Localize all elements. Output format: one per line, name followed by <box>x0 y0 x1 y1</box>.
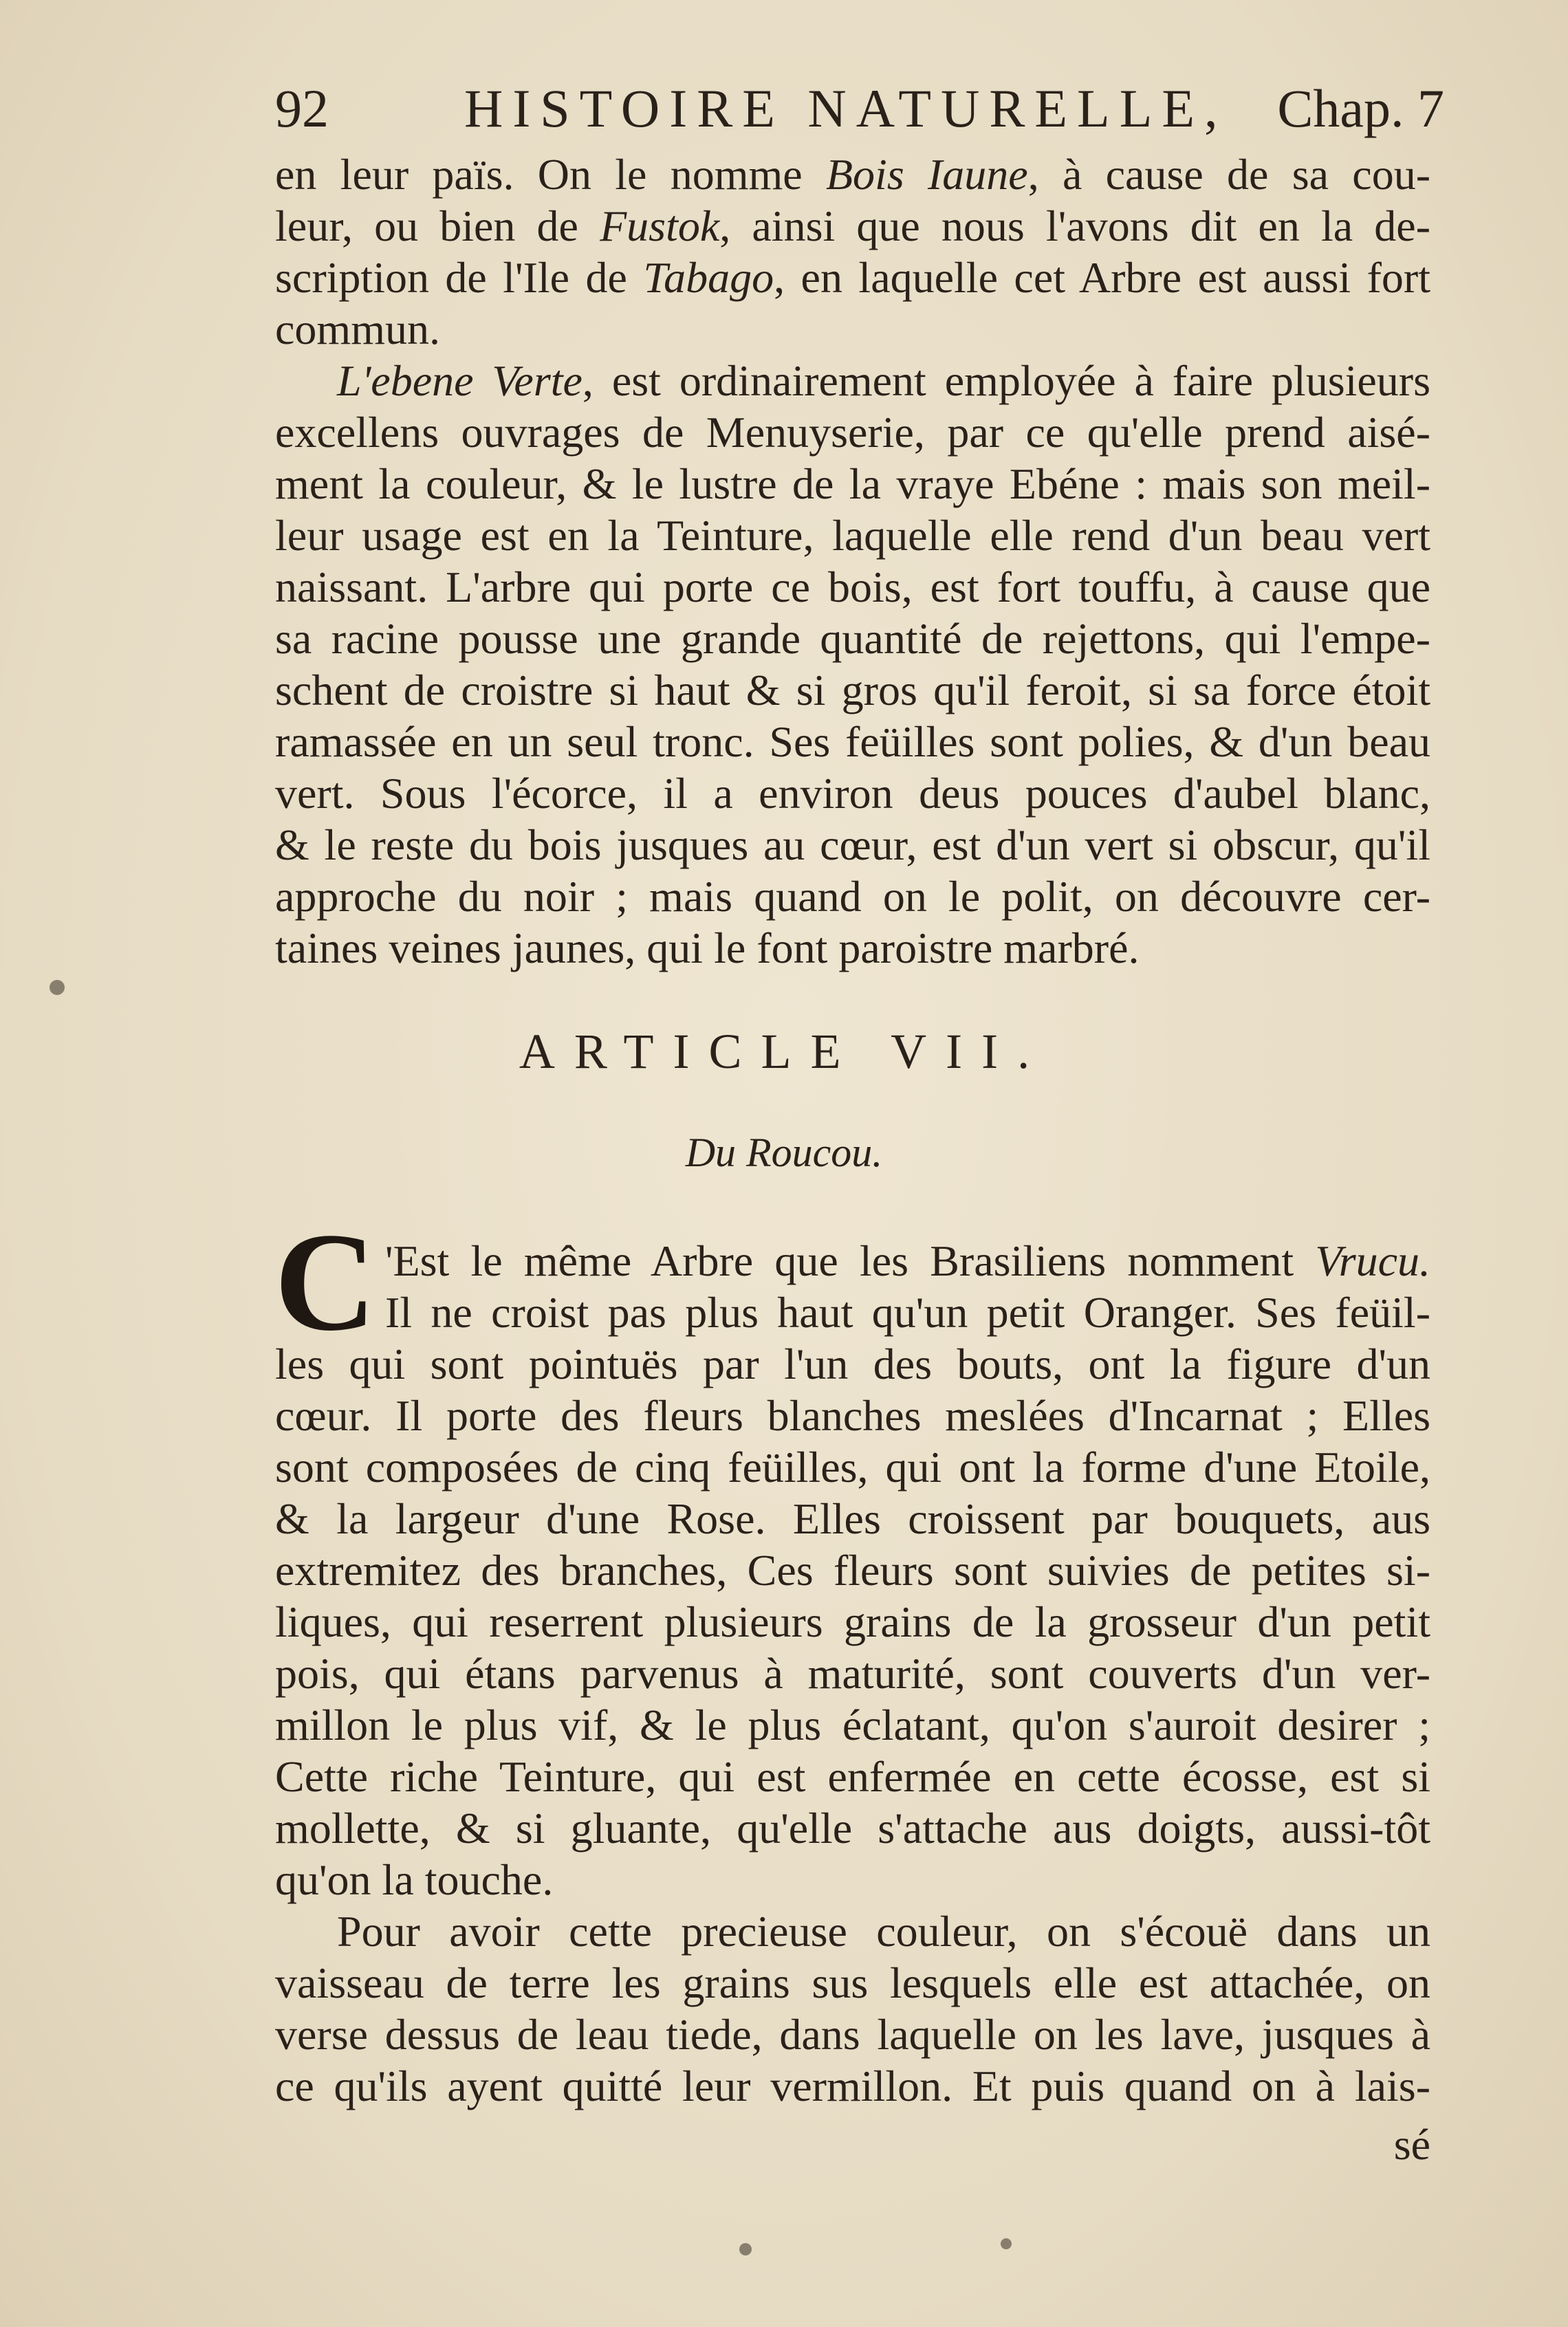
text-line: cœur. Il porte des fleurs blanches meslées d'Incarnat ; Elles <box>275 1391 1430 1440</box>
text-line: vaisseau de terre les grains sus lesquels elle est attachée, on <box>275 1958 1430 2007</box>
text-line: Cette riche Teinture, qui est enfermée en cette écosse, est si <box>275 1752 1430 1801</box>
article-subheading: Du Roucou. <box>685 1130 883 1175</box>
text-line: millon le plus vif, & le plus éclatant, qu'on s'auroit desirer ; <box>275 1701 1430 1749</box>
italic-term: Tabago <box>643 253 774 302</box>
text-line: excellens ouvrages de Menuyserie, par ce qu'elle prend aisé- <box>275 408 1430 457</box>
text-line: pois, qui étans parvenus à maturité, sont couverts d'un ver- <box>275 1649 1430 1698</box>
text-line: schent de croistre si haut & si gros qu'il feroit, si sa force étoit <box>275 666 1430 714</box>
italic-term: Vrucu. <box>1315 1236 1430 1285</box>
italic-term: Fustok <box>600 201 720 250</box>
running-title: HISTOIRE NATURELLE, <box>464 78 1228 138</box>
text-line: scription de l'Ile de Tabago, en laquelle cet Arbre est aussi fort <box>275 253 1431 302</box>
page-number: 92 <box>275 78 329 138</box>
text-line: ce qu'ils ayent quitté leur vermillon. Et puis quand on à lais- <box>275 2062 1430 2110</box>
text-line: liques, qui reserrent plusieurs grains de la grosseur d'un petit <box>275 1597 1430 1646</box>
catchword: sé <box>1393 2120 1430 2169</box>
text-line: & la largeur d'une Rose. Elles croissent par bouquets, aus <box>275 1494 1430 1543</box>
text-line: Il ne croist pas plus haut qu'un petit Oranger. Ses feüil- <box>385 1288 1430 1337</box>
text-line: vert. Sous l'écorce, il a environ deus pouces d'aubel blanc, <box>275 769 1430 818</box>
ink-spot <box>50 980 65 995</box>
text-line: approche du noir ; mais quand on le polit, on découvre cer- <box>275 872 1430 921</box>
text-line: L'ebene Verte, est ordinairement employée à faire plusieurs <box>337 356 1431 405</box>
text-line: commun. <box>275 305 440 353</box>
text-line: ment la couleur, & le lustre de la vraye Ebéne : mais son meil- <box>275 459 1430 508</box>
drop-cap: C <box>274 1204 377 1360</box>
ink-spot <box>1001 2238 1012 2249</box>
text-line: Pour avoir cette precieuse couleur, on s'écouë dans un <box>337 1907 1430 1956</box>
text-line: sa racine pousse une grande quantité de rejettons, qui l'empe- <box>275 614 1430 663</box>
article-heading: ARTICLE VII. <box>519 1024 1049 1079</box>
text-line: les qui sont pointuës par l'un des bouts, ont la figure d'un <box>275 1340 1430 1388</box>
text-line: leur usage est en la Teinture, laquelle elle rend d'un beau vert <box>275 511 1430 560</box>
text-line: qu'on la touche. <box>275 1855 554 1904</box>
running-head <box>275 74 1444 143</box>
text-line: en leur païs. On le nomme Bois Iaune, à cause de sa cou- <box>275 150 1431 199</box>
text-line: sont composées de cinq feüilles, qui ont la forme d'une Etoile, <box>275 1443 1430 1492</box>
text-line: ramassée en un seul tronc. Ses feüilles sont polies, & d'un beau <box>275 717 1430 766</box>
text-line: verse dessus de leau tiede, dans laquelle on les lave, jusques à <box>275 2010 1430 2059</box>
text-line: taines veines jaunes, qui le font paroistre marbré. <box>275 924 1140 972</box>
chapter-label: Chap. 7 <box>1277 78 1444 138</box>
ink-spot <box>739 2243 752 2255</box>
text-line: 'Est le même Arbre que les Brasiliens nomment Vrucu. <box>385 1236 1430 1285</box>
text-line: extremitez des branches, Ces fleurs sont suivies de petites si- <box>275 1546 1430 1595</box>
text-line: mollette, & si gluante, qu'elle s'attache aus doigts, aussi-tôt <box>275 1804 1430 1853</box>
text-line: naissant. L'arbre qui porte ce bois, est fort touffu, à cause que <box>275 562 1430 611</box>
text-line: leur, ou bien de Fustok, ainsi que nous l'avons dit en la de- <box>275 201 1430 250</box>
italic-term: L'ebene Verte <box>337 356 582 405</box>
text-line: & le reste du bois jusques au cœur, est d'un vert si obscur, qu'il <box>275 820 1430 869</box>
italic-term: Bois Iaune <box>825 150 1028 199</box>
